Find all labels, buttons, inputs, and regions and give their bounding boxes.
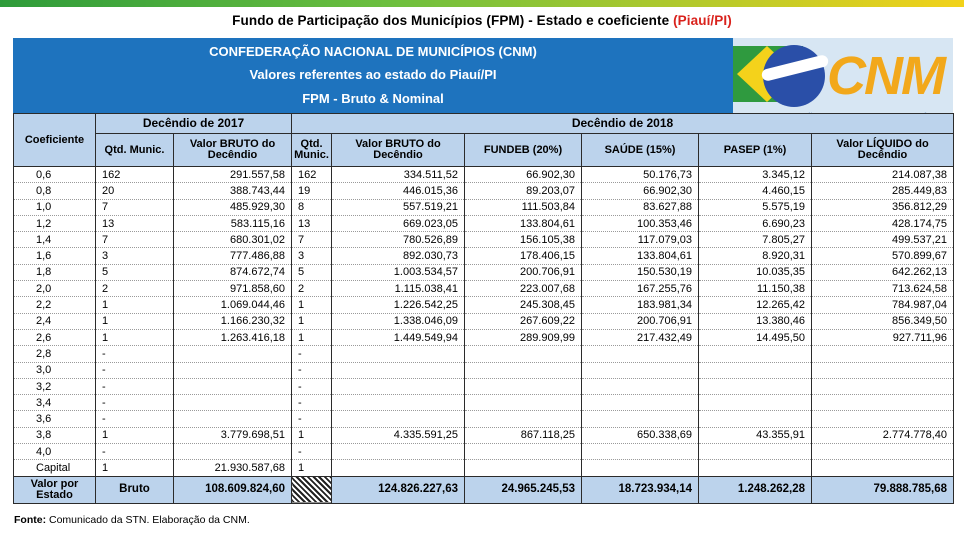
cell-liquido: 2.774.778,40 — [812, 427, 954, 443]
table-row — [14, 378, 954, 394]
table-row — [14, 346, 954, 362]
cell-fundeb: 223.007,68 — [465, 281, 582, 297]
cell-pasep: 3.345,12 — [699, 167, 812, 183]
cell-saude: 50.176,73 — [582, 167, 699, 183]
header-qtd-2018: Qtd. Munic. — [292, 134, 332, 167]
cell-bruto-2017: 1.069.044,46 — [174, 297, 292, 313]
cell-coeficiente: Capital — [14, 460, 96, 476]
cell-fundeb — [465, 346, 582, 362]
cell-bruto-2017: 971.858,60 — [174, 281, 292, 297]
cell-saude — [582, 444, 699, 460]
cell-liquido: 570.899,67 — [812, 248, 954, 264]
cell-pasep: 7.805,27 — [699, 232, 812, 248]
cell-fundeb: 89.203,07 — [465, 183, 582, 199]
page-title-state: (Piauí/PI) — [673, 13, 732, 28]
cell-bruto-2017 — [174, 378, 292, 394]
cell-qtd-2017: 1 — [96, 427, 174, 443]
cell-saude: 183.981,34 — [582, 297, 699, 313]
cell-qtd-2018: 7 — [292, 232, 332, 248]
totals-pasep: 1.248.262,28 — [699, 476, 812, 503]
cell-qtd-2017: 3 — [96, 248, 174, 264]
cell-bruto-2017 — [174, 395, 292, 411]
cell-qtd-2017: - — [96, 395, 174, 411]
cell-fundeb: 156.105,38 — [465, 232, 582, 248]
cell-bruto-2018 — [332, 395, 465, 411]
banner-organization: CONFEDERAÇÃO NACIONAL DE MUNICÍPIOS (CNM) — [209, 44, 537, 59]
cell-pasep — [699, 395, 812, 411]
cell-qtd-2018: 3 — [292, 248, 332, 264]
cell-qtd-2017: - — [96, 411, 174, 427]
cnm-wordmark: CNM — [827, 46, 944, 106]
table-row — [14, 444, 954, 460]
cell-bruto-2017 — [174, 346, 292, 362]
totals-saude: 18.723.934,14 — [582, 476, 699, 503]
cell-liquido — [812, 378, 954, 394]
cell-liquido: 285.449,83 — [812, 183, 954, 199]
cell-bruto-2017: 777.486,88 — [174, 248, 292, 264]
cell-saude — [582, 362, 699, 378]
cell-liquido: 784.987,04 — [812, 297, 954, 313]
banner-subtitle: Valores referentes ao estado do Piauí/PI — [249, 67, 497, 82]
cell-saude — [582, 411, 699, 427]
cell-bruto-2017 — [174, 362, 292, 378]
cell-bruto-2018 — [332, 411, 465, 427]
header-bruto-2018: Valor BRUTO do Decêndio — [332, 134, 465, 167]
page-title — [0, 13, 964, 28]
cell-qtd-2018: - — [292, 444, 332, 460]
cell-qtd-2018: 1 — [292, 297, 332, 313]
header-qtd-2017: Qtd. Munic. — [96, 134, 174, 167]
cell-saude: 66.902,30 — [582, 183, 699, 199]
table-row — [14, 427, 954, 443]
cell-qtd-2018: 1 — [292, 329, 332, 345]
cell-pasep — [699, 444, 812, 460]
cell-qtd-2018: - — [292, 362, 332, 378]
cell-qtd-2017: 1 — [96, 329, 174, 345]
cell-fundeb: 111.503,84 — [465, 199, 582, 215]
cell-fundeb — [465, 444, 582, 460]
table-row — [14, 362, 954, 378]
cell-liquido: 856.349,50 — [812, 313, 954, 329]
cell-bruto-2018: 1.338.046,09 — [332, 313, 465, 329]
cell-qtd-2017: - — [96, 444, 174, 460]
cell-bruto-2017: 21.930.587,68 — [174, 460, 292, 476]
cell-saude — [582, 460, 699, 476]
cell-pasep: 11.150,38 — [699, 281, 812, 297]
cell-coeficiente: 1,0 — [14, 199, 96, 215]
header-bruto-2017: Valor BRUTO do Decêndio — [174, 134, 292, 167]
cell-bruto-2018: 1.226.542,25 — [332, 297, 465, 313]
cell-liquido: 713.624,58 — [812, 281, 954, 297]
cell-bruto-2017: 388.743,44 — [174, 183, 292, 199]
header-decendio-2018: Decêndio de 2018 — [292, 114, 954, 134]
table-row — [14, 199, 954, 215]
cell-coeficiente: 1,4 — [14, 232, 96, 248]
cell-coeficiente: 2,2 — [14, 297, 96, 313]
cell-coeficiente: 1,2 — [14, 215, 96, 231]
cell-qtd-2018: 8 — [292, 199, 332, 215]
cell-fundeb — [465, 378, 582, 394]
cell-liquido — [812, 411, 954, 427]
header-saude: SAÚDE (15%) — [582, 134, 699, 167]
cell-bruto-2018: 1.003.534,57 — [332, 264, 465, 280]
cell-qtd-2018: 1 — [292, 427, 332, 443]
cell-qtd-2018: 19 — [292, 183, 332, 199]
banner-scope: FPM - Bruto & Nominal — [302, 91, 444, 106]
cell-fundeb — [465, 460, 582, 476]
cell-qtd-2018: 1 — [292, 313, 332, 329]
cell-liquido — [812, 460, 954, 476]
cell-pasep — [699, 460, 812, 476]
cell-qtd-2018: 13 — [292, 215, 332, 231]
cell-coeficiente: 3,0 — [14, 362, 96, 378]
cell-qtd-2017: - — [96, 346, 174, 362]
cell-qtd-2017: 1 — [96, 297, 174, 313]
cell-qtd-2018: 1 — [292, 460, 332, 476]
cell-pasep: 12.265,42 — [699, 297, 812, 313]
cell-bruto-2017: 485.929,30 — [174, 199, 292, 215]
cell-bruto-2018 — [332, 444, 465, 460]
cell-bruto-2017 — [174, 444, 292, 460]
table-row — [14, 460, 954, 476]
cell-saude: 100.353,46 — [582, 215, 699, 231]
cell-bruto-2018 — [332, 460, 465, 476]
cell-qtd-2017: 7 — [96, 199, 174, 215]
cell-fundeb: 178.406,15 — [465, 248, 582, 264]
cell-bruto-2018: 1.449.549,94 — [332, 329, 465, 345]
cell-fundeb — [465, 362, 582, 378]
table-row — [14, 329, 954, 345]
table-row — [14, 297, 954, 313]
cell-liquido — [812, 395, 954, 411]
cell-pasep: 6.690,23 — [699, 215, 812, 231]
cell-qtd-2018: - — [292, 411, 332, 427]
cell-liquido: 356.812,29 — [812, 199, 954, 215]
cell-liquido — [812, 346, 954, 362]
cell-liquido: 428.174,75 — [812, 215, 954, 231]
cell-bruto-2018: 557.519,21 — [332, 199, 465, 215]
cell-pasep — [699, 378, 812, 394]
cell-qtd-2018: - — [292, 395, 332, 411]
cell-qtd-2017: - — [96, 378, 174, 394]
cell-fundeb: 289.909,99 — [465, 329, 582, 345]
cell-liquido: 214.087,38 — [812, 167, 954, 183]
header-decendio-2017: Decêndio de 2017 — [96, 114, 292, 134]
cell-saude: 133.804,61 — [582, 248, 699, 264]
cell-bruto-2018 — [332, 378, 465, 394]
header-pasep: PASEP (1%) — [699, 134, 812, 167]
cell-coeficiente: 3,8 — [14, 427, 96, 443]
cell-saude: 650.338,69 — [582, 427, 699, 443]
cell-saude: 83.627,88 — [582, 199, 699, 215]
cell-fundeb — [465, 395, 582, 411]
totals-fundeb: 24.965.245,53 — [465, 476, 582, 503]
cell-qtd-2017: 20 — [96, 183, 174, 199]
cell-qtd-2017: 5 — [96, 264, 174, 280]
cell-bruto-2018 — [332, 346, 465, 362]
cell-qtd-2018: 5 — [292, 264, 332, 280]
cell-coeficiente: 2,6 — [14, 329, 96, 345]
cell-bruto-2018: 334.511,52 — [332, 167, 465, 183]
totals-label: Valor por Estado — [14, 476, 96, 503]
totals-row — [14, 476, 954, 503]
cell-fundeb: 200.706,91 — [465, 264, 582, 280]
cell-bruto-2018: 446.015,36 — [332, 183, 465, 199]
table-row — [14, 215, 954, 231]
table-row — [14, 248, 954, 264]
cell-coeficiente: 1,8 — [14, 264, 96, 280]
fpm-report — [13, 38, 953, 514]
cell-liquido — [812, 444, 954, 460]
cell-pasep: 5.575,19 — [699, 199, 812, 215]
cell-fundeb: 133.804,61 — [465, 215, 582, 231]
cell-qtd-2018: - — [292, 378, 332, 394]
cell-fundeb: 245.308,45 — [465, 297, 582, 313]
cell-coeficiente: 2,8 — [14, 346, 96, 362]
cell-coeficiente: 1,6 — [14, 248, 96, 264]
cell-pasep: 13.380,46 — [699, 313, 812, 329]
cell-bruto-2018: 669.023,05 — [332, 215, 465, 231]
source-note — [14, 514, 250, 526]
cell-pasep — [699, 411, 812, 427]
cell-qtd-2017: 1 — [96, 313, 174, 329]
cell-bruto-2018: 1.115.038,41 — [332, 281, 465, 297]
cell-qtd-2017: - — [96, 362, 174, 378]
cell-saude — [582, 346, 699, 362]
cell-bruto-2018: 892.030,73 — [332, 248, 465, 264]
cell-coeficiente: 0,8 — [14, 183, 96, 199]
table-row — [14, 411, 954, 427]
table-row — [14, 313, 954, 329]
cell-bruto-2018: 780.526,89 — [332, 232, 465, 248]
cell-pasep — [699, 346, 812, 362]
cell-saude: 217.432,49 — [582, 329, 699, 345]
table-row — [14, 167, 954, 183]
cell-qtd-2017: 7 — [96, 232, 174, 248]
table-row — [14, 395, 954, 411]
cell-qtd-2018: - — [292, 346, 332, 362]
table-row — [14, 232, 954, 248]
page-title-main: Fundo de Participação dos Municípios (FPM) - Estado e coeficiente — [232, 13, 670, 28]
totals-bruto-2018: 124.826.227,63 — [332, 476, 465, 503]
source-text: Comunicado da STN. Elaboração da CNM. — [49, 514, 250, 526]
totals-liquido: 79.888.785,68 — [812, 476, 954, 503]
totals-qtd-label: Bruto — [96, 476, 174, 503]
cell-pasep: 10.035,35 — [699, 264, 812, 280]
table-row — [14, 183, 954, 199]
cell-coeficiente: 2,0 — [14, 281, 96, 297]
cell-liquido: 642.262,13 — [812, 264, 954, 280]
source-label: Fonte: — [14, 514, 47, 526]
cell-fundeb: 267.609,22 — [465, 313, 582, 329]
totals-bruto-2017: 108.609.824,60 — [174, 476, 292, 503]
cell-qtd-2017: 162 — [96, 167, 174, 183]
cell-bruto-2017: 1.263.416,18 — [174, 329, 292, 345]
cell-qtd-2017: 1 — [96, 460, 174, 476]
cell-saude: 117.079,03 — [582, 232, 699, 248]
cell-saude — [582, 395, 699, 411]
cell-pasep: 4.460,15 — [699, 183, 812, 199]
cell-bruto-2017: 680.301,02 — [174, 232, 292, 248]
cell-coeficiente: 2,4 — [14, 313, 96, 329]
cell-fundeb: 66.902,30 — [465, 167, 582, 183]
header-liquido: Valor LÍQUIDO do Decêndio — [812, 134, 954, 167]
cell-coeficiente: 3,4 — [14, 395, 96, 411]
cell-bruto-2018 — [332, 362, 465, 378]
cell-liquido: 499.537,21 — [812, 232, 954, 248]
cell-bruto-2017: 291.557,58 — [174, 167, 292, 183]
cell-pasep — [699, 362, 812, 378]
cell-bruto-2017: 1.166.230,32 — [174, 313, 292, 329]
cell-coeficiente: 3,6 — [14, 411, 96, 427]
cell-qtd-2018: 162 — [292, 167, 332, 183]
cell-coeficiente: 3,2 — [14, 378, 96, 394]
cell-bruto-2018: 4.335.591,25 — [332, 427, 465, 443]
cell-coeficiente: 4,0 — [14, 444, 96, 460]
cell-coeficiente: 0,6 — [14, 167, 96, 183]
cell-bruto-2017 — [174, 411, 292, 427]
cell-bruto-2017: 583.115,16 — [174, 215, 292, 231]
table-row — [14, 264, 954, 280]
cell-pasep: 43.355,91 — [699, 427, 812, 443]
cell-fundeb — [465, 411, 582, 427]
header-fundeb: FUNDEB (20%) — [465, 134, 582, 167]
fpm-table — [13, 113, 954, 504]
cell-qtd-2017: 13 — [96, 215, 174, 231]
cell-liquido — [812, 362, 954, 378]
cell-saude — [582, 378, 699, 394]
cell-fundeb: 867.118,25 — [465, 427, 582, 443]
cell-bruto-2017: 874.672,74 — [174, 264, 292, 280]
cell-qtd-2017: 2 — [96, 281, 174, 297]
top-decorative-stripe — [0, 0, 964, 7]
table-row — [14, 281, 954, 297]
cell-saude: 150.530,19 — [582, 264, 699, 280]
cell-saude: 167.255,76 — [582, 281, 699, 297]
cell-qtd-2018: 2 — [292, 281, 332, 297]
cell-pasep: 14.495,50 — [699, 329, 812, 345]
cell-saude: 200.706,91 — [582, 313, 699, 329]
table-body — [14, 167, 954, 477]
cell-liquido: 927.711,96 — [812, 329, 954, 345]
cell-bruto-2017: 3.779.698,51 — [174, 427, 292, 443]
header-coeficiente: Coeficiente — [14, 114, 96, 167]
cell-pasep: 8.920,31 — [699, 248, 812, 264]
totals-hatched-cell — [292, 476, 332, 503]
